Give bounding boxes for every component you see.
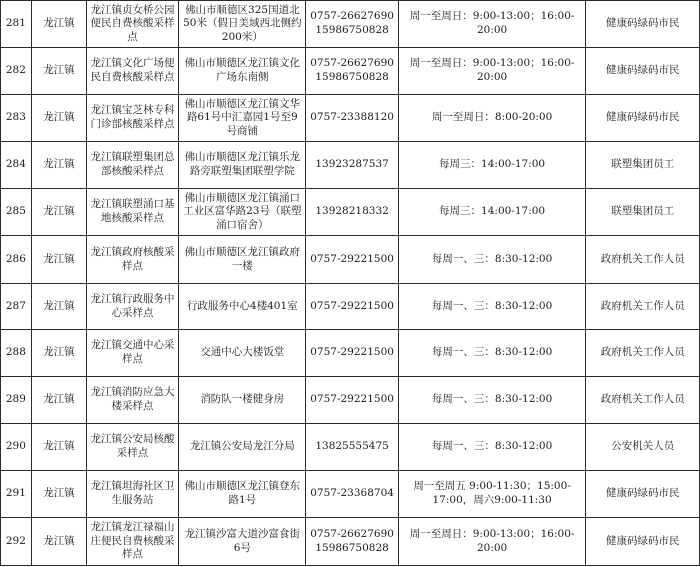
town-cell: 龙江镇 [31,330,86,377]
site-name-cell: 龙江镇联塑涌口基地核酸采样点 [86,189,178,236]
table-row [1,95,700,142]
site-name-cell: 龙江镇宝芝林专科门诊部核酸采样点 [86,95,178,142]
eligible-scope-cell: 联塑集团员工 [586,189,700,236]
eligible-scope-cell: 健康码绿码市民 [586,471,700,518]
site-name-cell: 龙江镇联塑集团总部核酸采样点 [86,142,178,189]
town-cell: 龙江镇 [31,377,86,424]
row-number: 286 [1,236,32,284]
table-body [1,1,700,566]
row-number: 285 [1,189,32,236]
town-cell: 龙江镇 [31,95,86,142]
town-cell: 龙江镇 [31,48,86,95]
row-number: 282 [1,48,32,95]
site-name-cell: 龙江镇贞女桥公园便民自费核酸采样点 [86,1,178,48]
phone-cell: 0757-29221500 [306,377,398,424]
site-name-cell: 龙江镇坦海社区卫生服务站 [86,471,178,518]
address-cell: 佛山市顺德区龙江镇政府一楼 [179,236,306,284]
table-row [1,424,700,471]
town-cell: 龙江镇 [31,284,86,330]
table-row [1,377,700,424]
eligible-scope-cell: 健康码绿码市民 [586,48,700,95]
site-name-cell: 龙江镇文化广场便民自费核酸采样点 [86,48,178,95]
row-number: 290 [1,424,32,471]
table-row [1,189,700,236]
town-cell: 龙江镇 [31,518,86,566]
hours-cell: 每周三：14:00-17:00 [398,142,586,189]
hours-cell: 周一至周五 9:00-11:30；15:00-17:00，周六9:00-11:30 [398,471,586,518]
table-row [1,471,700,518]
hours-cell: 周一至周日：9:00-13:00；16:00-20:00 [398,518,586,566]
phone-cell: 0757-26627690 15986750828 [306,48,398,95]
address-cell: 行政服务中心4楼401室 [179,284,306,330]
address-cell: 龙江镇沙富大道沙富食街6号 [179,518,306,566]
eligible-scope-cell: 健康码绿码市民 [586,518,700,566]
address-cell: 佛山市顺德区龙江镇登东路1号 [179,471,306,518]
hours-cell: 每周一、三：8:30-12:00 [398,284,586,330]
row-number: 292 [1,518,32,566]
hours-cell: 周一至周日：9:00-13:00；16:00-20:00 [398,48,586,95]
phone-cell: 13923287537 [306,142,398,189]
row-number: 287 [1,284,32,330]
row-number: 284 [1,142,32,189]
town-cell: 龙江镇 [31,471,86,518]
address-cell: 佛山市顺德区龙江镇乐龙路旁联塑集团联塑学院 [179,142,306,189]
eligible-scope-cell: 政府机关工作人员 [586,284,700,330]
address-cell: 交通中心大楼饭堂 [179,330,306,377]
row-number: 291 [1,471,32,518]
phone-cell: 0757-26627690 15986750828 [306,1,398,48]
phone-cell: 0757-29221500 [306,236,398,284]
row-number: 289 [1,377,32,424]
phone-cell: 0757-29221500 [306,284,398,330]
hours-cell: 每周一、三：8:30-12:00 [398,377,586,424]
table-row [1,330,700,377]
town-cell: 龙江镇 [31,189,86,236]
site-name-cell: 龙江镇消防应急大楼采样点 [86,377,178,424]
eligible-scope-cell: 政府机关工作人员 [586,377,700,424]
table-row [1,236,700,284]
phone-cell: 13825555475 [306,424,398,471]
site-name-cell: 龙江镇交通中心采样点 [86,330,178,377]
address-cell: 龙江镇公安局龙江分局 [179,424,306,471]
row-number: 281 [1,1,32,48]
hours-cell: 每周一、三：8:30-12:00 [398,424,586,471]
table-row [1,518,700,566]
site-name-cell: 龙江镇政府核酸采样点 [86,236,178,284]
table-row [1,284,700,330]
phone-cell: 0757-29221500 [306,330,398,377]
phone-cell: 0757-23388120 [306,95,398,142]
eligible-scope-cell: 政府机关工作人员 [586,236,700,284]
site-name-cell: 龙江镇行政服务中心采样点 [86,284,178,330]
hours-cell: 每周一、三：8:30-12:00 [398,236,586,284]
phone-cell: 13928218332 [306,189,398,236]
eligible-scope-cell: 政府机关工作人员 [586,330,700,377]
eligible-scope-cell: 健康码绿码市民 [586,95,700,142]
address-cell: 消防队一楼健身房 [179,377,306,424]
hours-cell: 周一至周日：8:00-20:00 [398,95,586,142]
address-cell: 佛山市顺德区龙江镇涌口工业区富华路23号（联塑涌口宿舍） [179,189,306,236]
eligible-scope-cell: 联塑集团员工 [586,142,700,189]
row-number: 283 [1,95,32,142]
town-cell: 龙江镇 [31,1,86,48]
table-row [1,142,700,189]
hours-cell: 周一至周日：9:00-13:00；16:00-20:00 [398,1,586,48]
hours-cell: 每周一、三：8:30-12:00 [398,330,586,377]
eligible-scope-cell: 健康码绿码市民 [586,1,700,48]
eligible-scope-cell: 公安机关人员 [586,424,700,471]
site-name-cell: 龙江镇龙江禄福山庄便民自费核酸采样点 [86,518,178,566]
phone-cell: 0757-23368704 [306,471,398,518]
address-cell: 佛山市顺德区龙江镇文华路61号中汇嘉园1号至9号商铺 [179,95,306,142]
site-name-cell: 龙江镇公安局核酸采样点 [86,424,178,471]
town-cell: 龙江镇 [31,236,86,284]
phone-cell: 0757-26627690 15986750828 [306,518,398,566]
table-row [1,48,700,95]
town-cell: 龙江镇 [31,424,86,471]
hours-cell: 每周三：14:00-17:00 [398,189,586,236]
address-cell: 佛山市顺德区龙江镇文化广场东南侧 [179,48,306,95]
town-cell: 龙江镇 [31,142,86,189]
row-number: 288 [1,330,32,377]
table-row [1,1,700,48]
address-cell: 佛山市顺德区325国道北50米（假日美域西北侧约200米） [179,1,306,48]
